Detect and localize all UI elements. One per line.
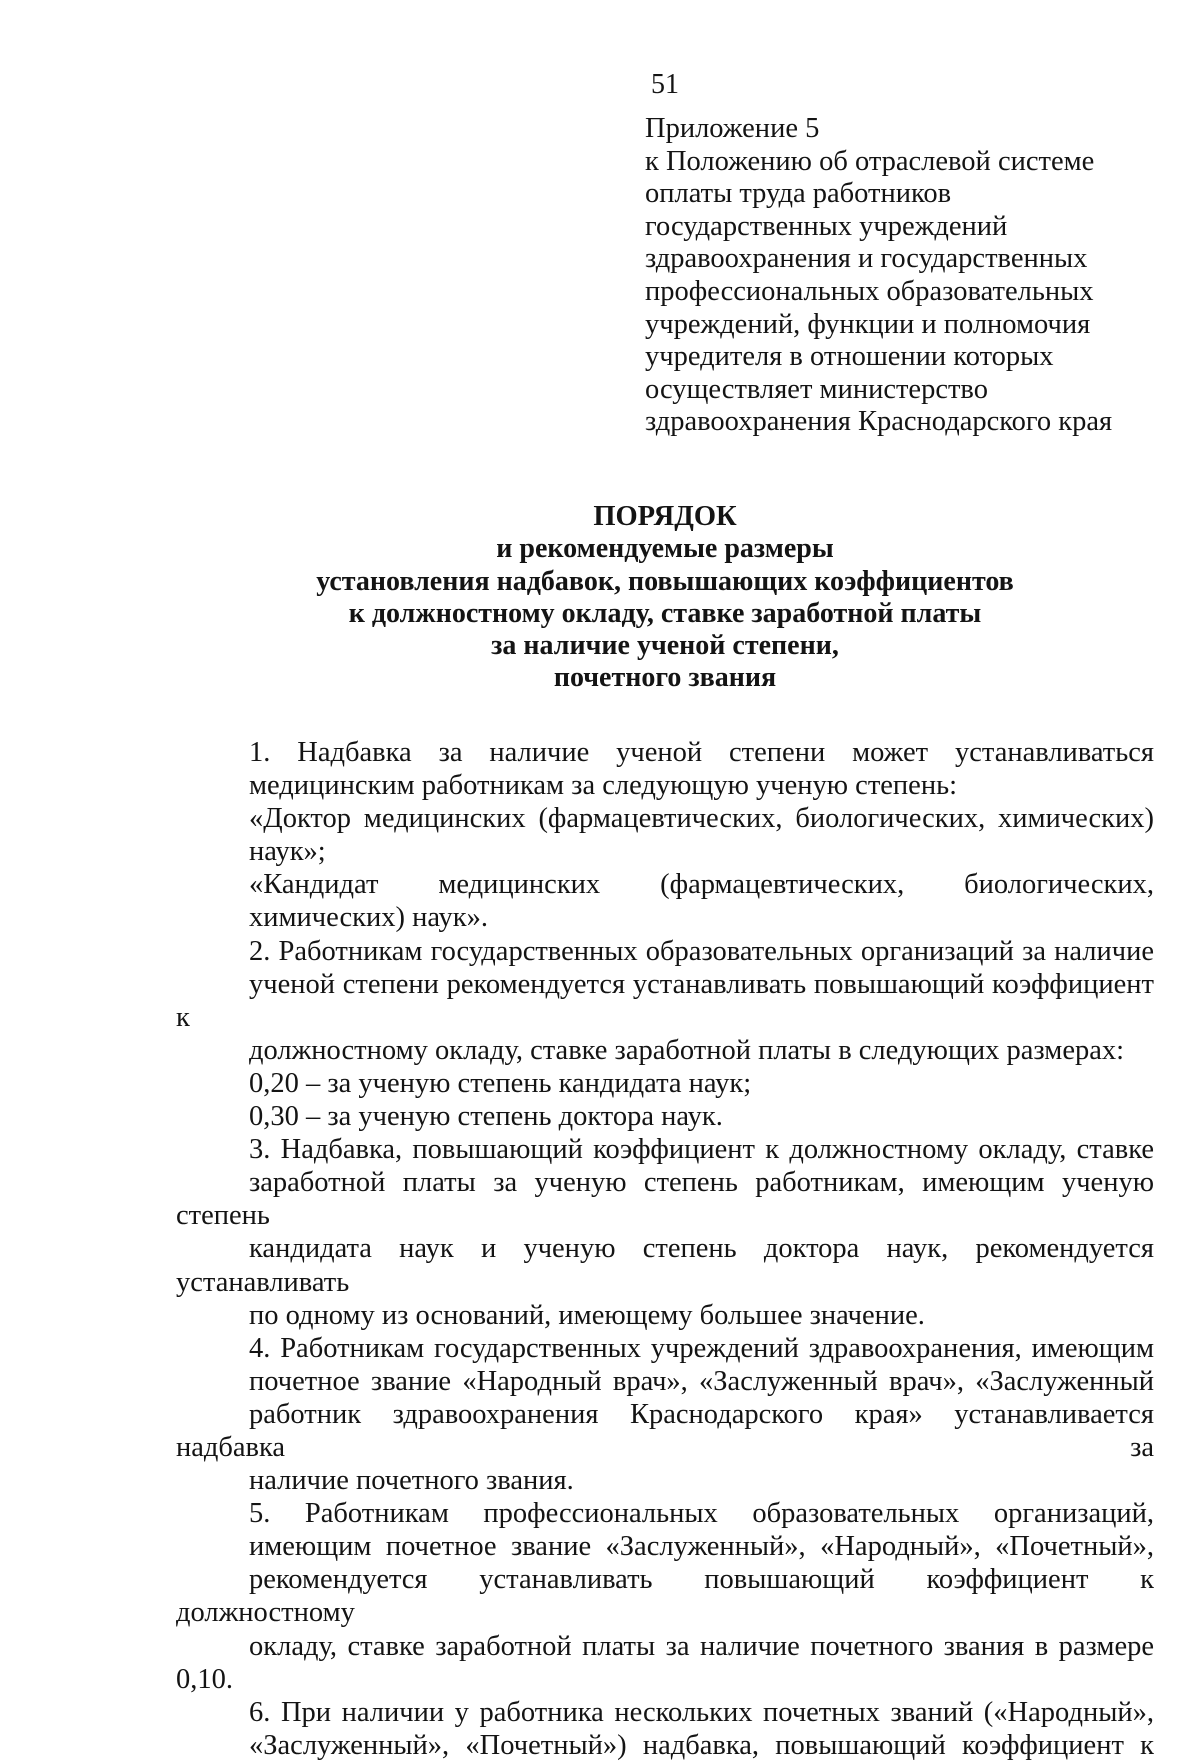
appendix-line: государственных учреждений: [645, 210, 1008, 242]
text-line: почетное звание «Народный врач», «Заслуженный врач», «Заслуженный: [249, 1365, 1154, 1397]
appendix-line: здравоохранения и государственных: [645, 243, 1088, 275]
appendix-line: осуществляет министерство: [645, 373, 988, 405]
paragraph-4: [176, 1332, 1154, 1497]
text-line: окладу, ставке заработной платы за наличие почетного звания в размере 0,10.: [176, 1630, 1154, 1695]
appendix-line: Приложение 5: [645, 113, 820, 144]
paragraph-6: [176, 1696, 1154, 1762]
text-line: «Кандидат медицинских (фармацевтических, биологических,: [249, 869, 1154, 901]
text-line: ученой степени рекомендуется устанавливать повышающий коэффициент к: [176, 968, 1154, 1033]
text-line: наук»;: [249, 836, 326, 868]
appendix-line: учредителя в отношении которых: [645, 341, 1054, 373]
text-line: медицинским работникам за следующую ученую степень:: [249, 770, 957, 802]
text-line: 4. Работникам государственных учреждений здравоохранения, имеющим: [249, 1332, 1154, 1364]
text-line: 3. Надбавка, повышающий коэффициент к должностному окладу, ставке: [249, 1134, 1154, 1166]
page-number: 51: [651, 69, 679, 100]
paragraph-3: [176, 1133, 1154, 1332]
paragraph-2: [176, 935, 1154, 1067]
text-line: наличие почетного звания.: [249, 1465, 574, 1497]
title-line: к должностному окладу, ставке заработной платы: [348, 597, 982, 629]
text-line: 1. Надбавка за наличие ученой степени может устанавливаться: [249, 737, 1154, 768]
appendix-line: здравоохранения Краснодарского края: [645, 406, 1113, 438]
appendix-line: оплаты труда работников: [645, 178, 952, 210]
title-line: за наличие ученой степени,: [491, 630, 839, 662]
text-line: рекомендуется устанавливать повышающий коэффициент к должностному: [176, 1564, 1154, 1629]
text-line: 5. Работникам профессиональных образовательных организаций,: [249, 1498, 1154, 1530]
appendix-line: профессиональных образовательных: [645, 275, 1094, 307]
paragraph-1-doctor: [176, 802, 1154, 868]
text-line: «Доктор медицинских (фармацевтических, биологических, химических): [249, 803, 1154, 835]
text-line: кандидата наук и ученую степень доктора наук, рекомендуется устанавливать: [176, 1233, 1154, 1298]
text-line: 2. Работникам государственных образовательных организаций за наличие: [249, 935, 1154, 967]
title-line: почетного звания: [553, 662, 777, 694]
title-line: и рекомендуемые размеры: [496, 533, 834, 565]
appendix-line: учреждений, функции и полномочия: [645, 308, 1091, 340]
appendix-header: [645, 113, 1165, 439]
text-line: по одному из оснований, имеющему большее значение.: [249, 1299, 925, 1331]
text-line: «Заслуженный», «Почетный») надбавка, повышающий коэффициент к: [249, 1729, 1154, 1761]
title-line: ПОРЯДОК: [593, 501, 737, 532]
paragraph-2-doctor-rate: 0,30 – за ученую степень доктора наук.: [249, 1101, 723, 1133]
document-body: [176, 736, 1154, 1762]
appendix-line: к Положению об отраслевой системе: [645, 145, 1095, 177]
text-line: имеющим почетное звание «Заслуженный», «Народный», «Почетный»,: [249, 1531, 1154, 1563]
text-line: химических) наук».: [249, 902, 489, 934]
text-line: работник здравоохранения Краснодарского края» устанавливается надбавка за: [176, 1398, 1154, 1463]
title-line: установления надбавок, повышающих коэффициентов: [316, 565, 1014, 597]
paragraph-1-candidate: [176, 868, 1154, 934]
paragraph-1: [176, 736, 1154, 802]
text-line: заработной платы за ученую степень работникам, имеющим ученую степень: [176, 1167, 1154, 1232]
text-line: 6. При наличии у работника нескольких почетных званий («Народный»,: [249, 1696, 1154, 1728]
document-title: [0, 501, 1200, 695]
paragraph-5: [176, 1497, 1154, 1696]
text-line: должностному окладу, ставке заработной платы в следующих размерах:: [249, 1034, 1125, 1066]
paragraph-2-candidate-rate: 0,20 – за ученую степень кандидата наук;: [249, 1067, 752, 1099]
